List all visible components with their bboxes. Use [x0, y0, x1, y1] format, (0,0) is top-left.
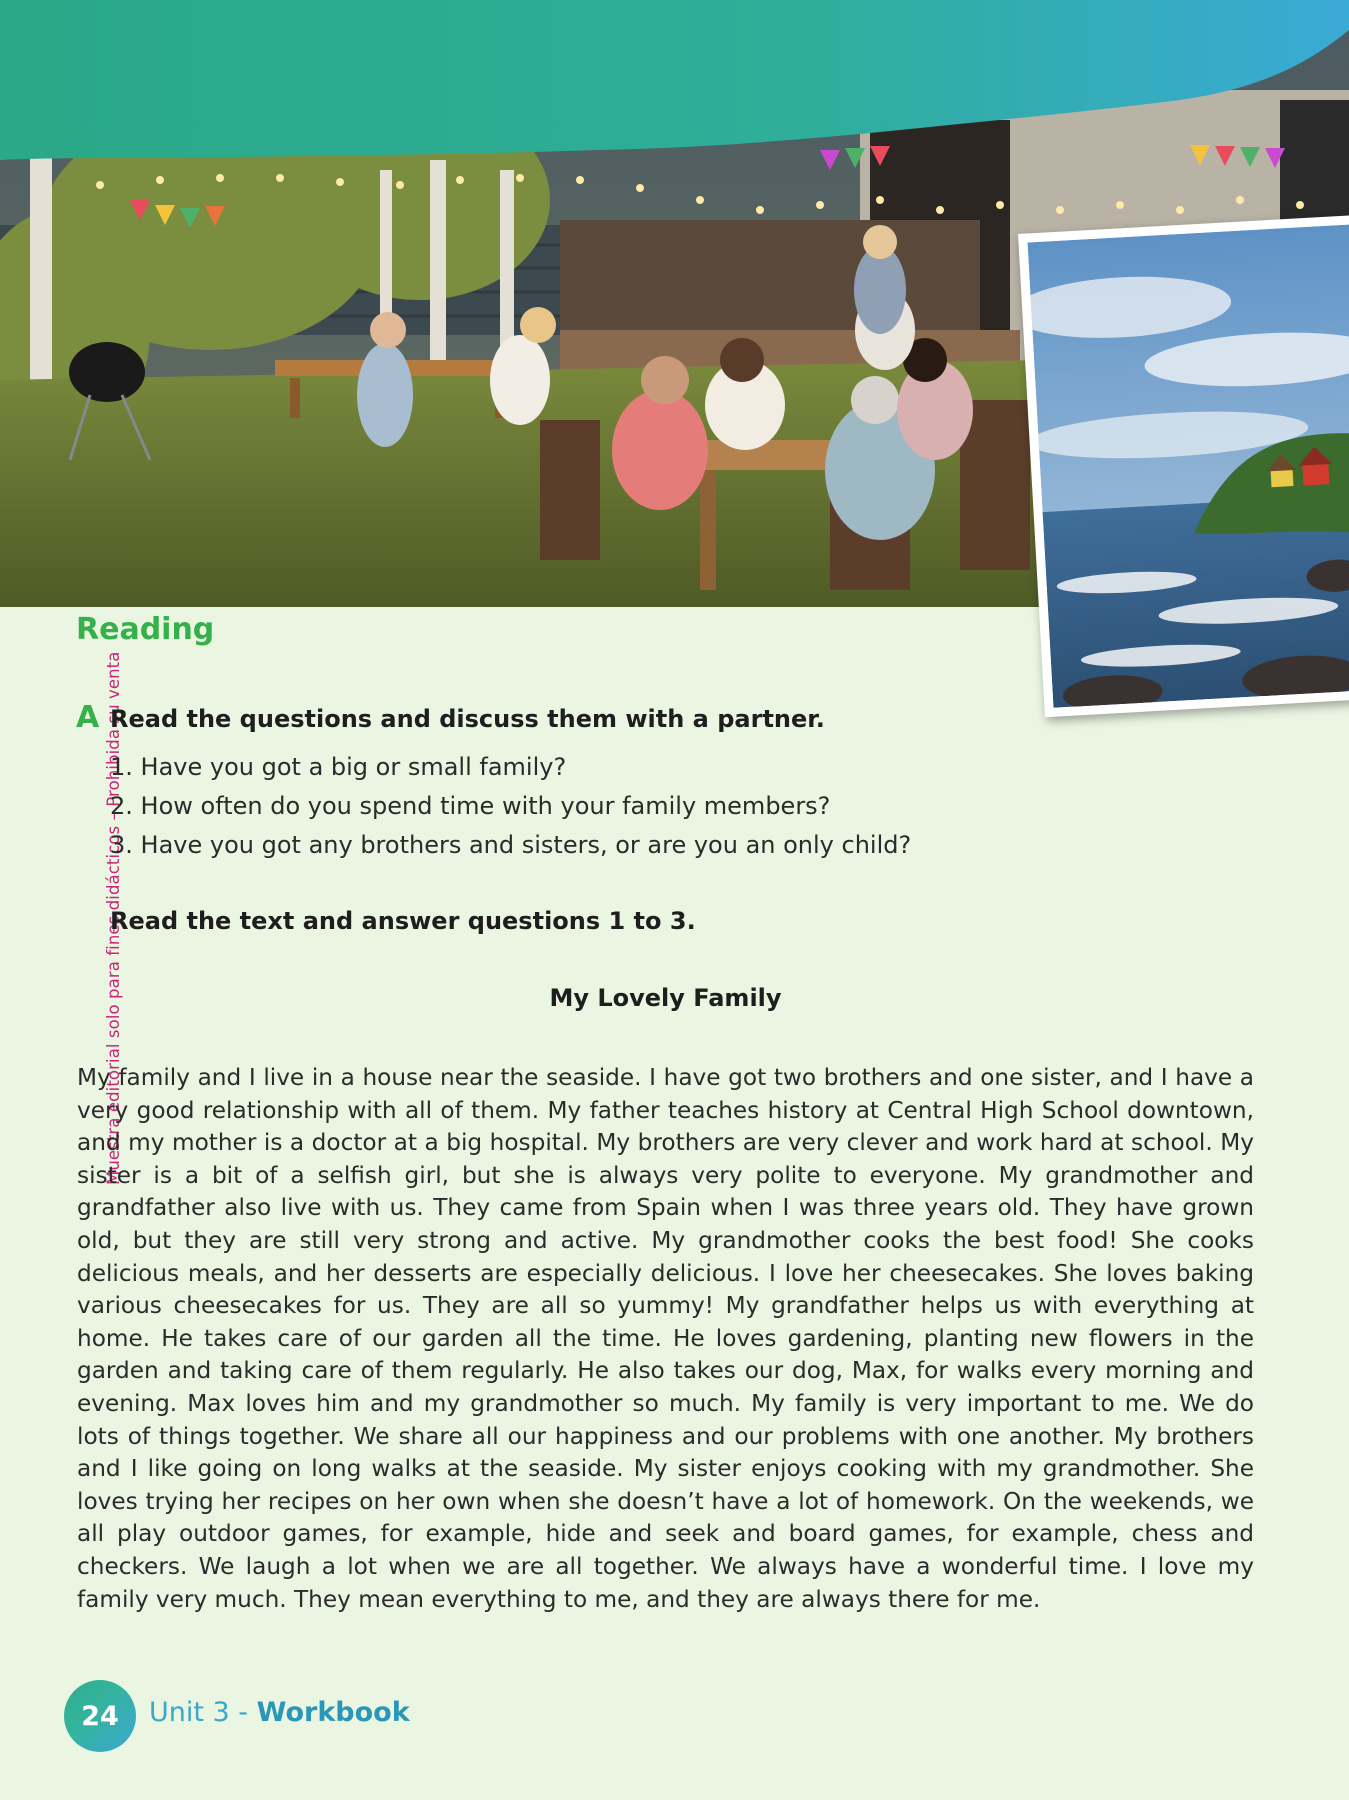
exercise-a-letter: A	[76, 700, 100, 735]
question-list	[110, 748, 911, 865]
page-number-badge	[64, 1680, 136, 1752]
side-note-disclaimer: Muestra editorial solo para fines didácticos – Prohibida su venta	[104, 651, 123, 1185]
footer-unit: Unit 3 -	[149, 1697, 257, 1728]
question-item: 2. How often do you spend time with your family members?	[110, 792, 831, 820]
page-number: 24	[81, 1700, 119, 1732]
question-item: 3. Have you got any brothers and sisters, or are you an only child?	[110, 831, 912, 859]
exercise-a-instruction: Read the questions and discuss them with a partner.	[110, 705, 825, 733]
question-item: 1. Have you got a big or small family?	[110, 753, 567, 781]
seaside-coast-illustration	[1027, 224, 1349, 708]
story-body: My family and I live in a house near the seaside. I have got two brothers and one sister, and I have a very good relationship with all of them. My father teaches history at Central High School downtown, and my mother is a doctor at a big hospital. My brothers are very clever and work hard at school. My sister is a bit of a selfish girl, but she is always very polite to everyone. My grandmother and grandfather also live with us. They came from Spain when I was three years old. They have grown old, but they are still very strong and active. My grandmother cooks the best food! She cooks delicious meals, and her desserts are especially delicious. I love her cheesecakes. She loves baking various cheesecakes for us. They are all so yummy! My grandfather helps us with everything at home. He takes care of our garden all the time. He loves gardening, planting new flowers in the garden and taking care of them regularly. He also takes our dog, Max, for walks every morning and evening. Max loves him and my grandmother so much. My family is very important to me. We do lots of things together. We share all our happiness and our problems with one another. My brothers and I like going on long walks at the seaside. My sister enjoys cooking with my grandmother. She loves trying her recipes on her own when she doesn’t have a lot of homework. On the weekends, we all play outdoor games, for example, hide and seek and board games, for example, chess and checkers. We laugh a lot when we are all together. We always have a wonderful time. I love my family very much. They mean everything to me, and they are always there for me.	[77, 1064, 1254, 1613]
seaside-coast-photo	[1018, 215, 1349, 718]
story-title: My Lovely Family	[549, 984, 782, 1012]
footer-book: Workbook	[256, 1697, 410, 1728]
section-title: Reading	[76, 612, 215, 647]
exercise-b-instruction: Read the text and answer questions 1 to 3.	[110, 907, 696, 935]
footer-unit-label	[149, 1697, 410, 1728]
